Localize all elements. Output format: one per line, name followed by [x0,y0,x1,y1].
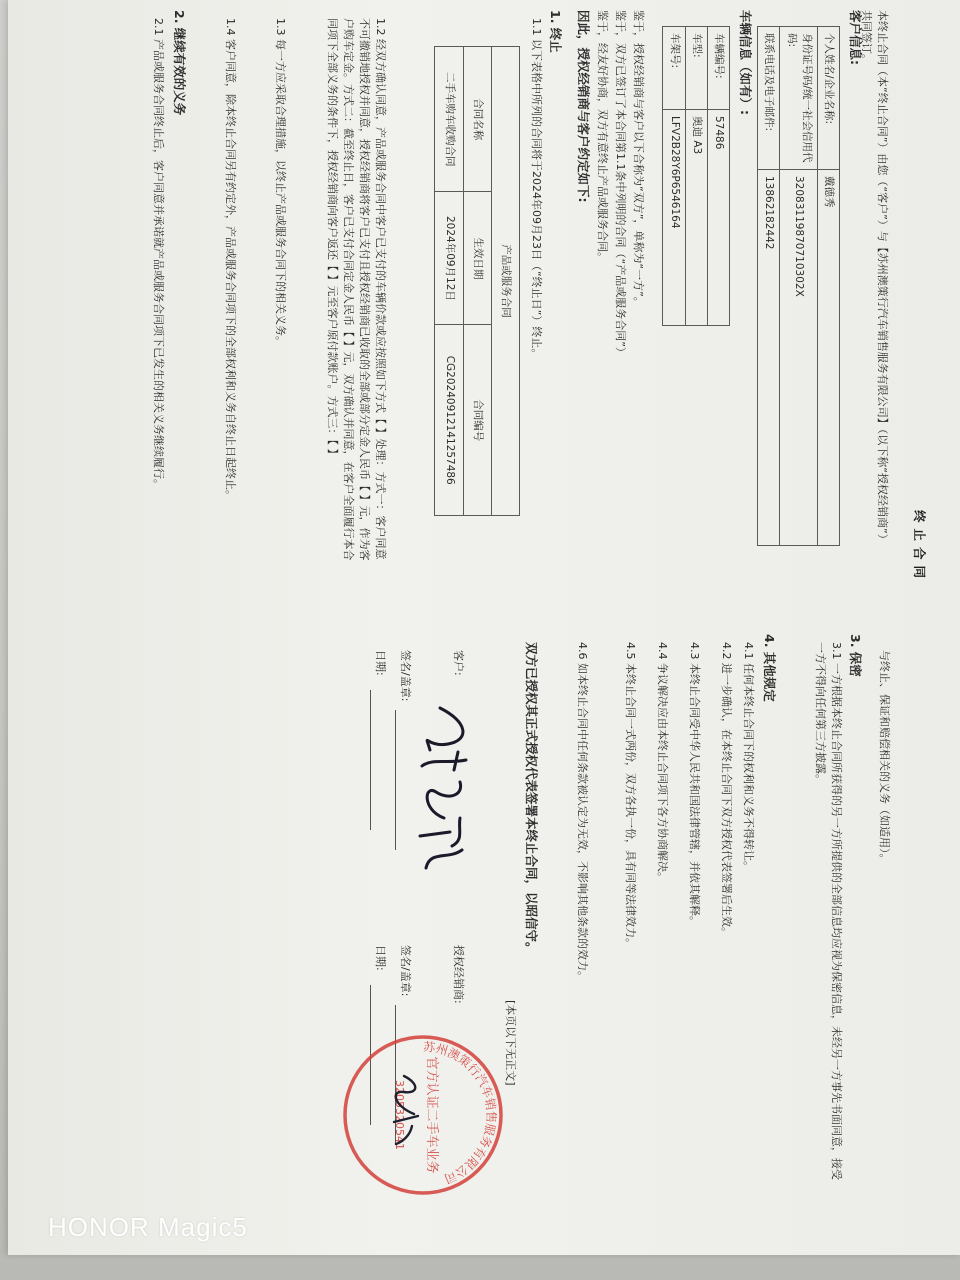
model-label: 车型: [685,27,707,110]
customer-sign-label: 客户: [452,650,465,676]
below-blank-note: [本页以下无正文] [504,1000,517,1086]
section-2-heading: 2. 继续有效的义务 [172,10,187,116]
dealer-handwritten-signature [388,1070,428,1150]
section-1-heading: 1. 终止 [548,10,563,53]
customer-handwritten-signature [408,700,488,880]
id-label: 身份证号码/统一社会信用代码: [780,27,817,170]
service-table-header: 产品或服务合同 [491,47,519,516]
customer-date-line [370,690,383,830]
dealer-date-label: 日期: [374,945,387,971]
name-label: 个人姓名/企业名称: [817,27,839,170]
name-value: 戴德秀 [817,170,839,546]
customer-date-label: 日期: [374,650,387,676]
right-opening: 与终止、保证和赔偿相关的义务（如适用）。 [878,650,891,865]
section-4-heading: 4. 其他规定 [762,634,777,702]
vin-label: 车架号: [663,27,685,110]
intro-paragraph: 本终止合同（本“终止合同”）由您（“客户”）与【苏州澳策行汽车销售服务有限公司】（以下称“授权经销商”）共同签订。 [860,10,889,545]
stamp-code-text: 3205320541 [393,1080,406,1150]
clause-4-1: 4.1 任何本终止合同下的权利和义务不得转让。 [742,642,755,872]
stamp-company-text: 苏州澳策行汽车销售服务有限公司 [422,1039,499,1187]
clause-4-2: 4.2 进一步确认，在本终止合同下双方授权代表签署后生效。 [720,642,733,938]
closing-statement: 双方已授权其正式授权代表签署本终止合同，以昭信守。 [524,642,539,955]
col-contract-name: 合同名称 [463,47,491,192]
clause-4-4: 4.4 争议解决应由本终止合同项下各方协商解决。 [656,642,669,883]
whereas-2: 鉴于，双方已签订了本合同第1.1条中列明的合同（“产品或服务合同”） [614,10,627,358]
order-value: 57486 [707,110,729,326]
phone-label: 联系电话及电子邮件: [758,27,780,170]
cell-contract-name: 二手车购车收购合同 [435,47,463,192]
clause-1-3: 1.3 每一方应采取合理措施，以终止产品或服务合同下的相关义务。 [274,18,287,347]
clause-1-1: 1.1 以下表格中所列的合同将于2024年09月23日（“终止日”）终止。 [530,18,543,360]
customer-info-heading: 客户信息: [848,10,863,65]
phone-value: 13862182442 [758,170,780,546]
cell-effective-date: 2024年09月12日 [435,192,463,325]
rotated-page [28,10,928,1210]
service-contract-table [434,46,520,516]
vehicle-info-heading: 车辆信息（如有）: [738,10,753,115]
col-contract-no: 合同编号 [463,325,491,516]
customer-seal-label: 签名/盖章: [399,650,412,702]
col-effective-date: 生效日期 [463,192,491,325]
model-value: 奥迪 A3 [685,110,707,326]
whereas-4: 因此，授权经销商与客户约定如下: [576,10,591,203]
document-sheet [8,0,960,1255]
customer-seal-line [395,710,408,850]
clause-1-4: 1.4 客户同意，除本终止合同另有约定外，产品或服务合同项下的全部权利和义务自终止日起终止。 [224,18,237,501]
clause-3-1: 3.1 一方根据本终止合同所获得的另一方所提供的全部信息均应视为保密信息，未经另一方事先书面同意，接受一方不得向任何第三方披露。 [814,642,843,1180]
clause-4-3: 4.3 本终止合同受中华人民共和国法律管辖，并依其解释。 [688,642,701,927]
document-title: 终止合同 [912,510,927,585]
stamp-center-text: 官方认证二手车业务 [424,1056,439,1174]
clause-1-2: 1.2 经双方确认同意，产品或服务合同中客户已支付的车辆价款或应按照如下方式【 】处理：方式一：客户同意不可撤销地授权并同意，授权经销商将客户已支付且授权经销商已收取的全部或部分定金人民币【 】元，作为客户购车定金。方式二：截至终止日，客户已支付合同定金人民币【 】元，双方确认并同意，在客户全面履行本合同项下全部义务的条件下，授权经销商向客户返还【 】元至客户原付款账户。方式三：【 】 [326,18,387,561]
clause-4-5: 4.5 本终止合同一式两份，双方各执一份，具有同等法律效力。 [624,642,637,949]
id-value: 32083119870710302X [780,170,817,546]
dealer-seal-label: 签名/盖章: [399,945,412,997]
whereas-3: 鉴于，经友好协商，双方有意终止产品或服务合同。 [596,10,609,263]
customer-info-table [757,26,840,546]
vehicle-info-table [662,26,730,326]
dealer-sign-label: 授权经销商: [452,945,465,1004]
clause-4-6: 4.6 如本终止合同中任何条款被认定为无效，不影响其他条款的效力。 [576,642,589,982]
vin-value: LFV2B28Y6P6546164 [663,110,685,326]
device-watermark: HONOR Magic5 [48,1212,248,1242]
cell-contract-no: CG20240912141257486 [435,325,463,516]
whereas-1: 鉴于，授权经销商与客户以下合称为“双方”，单称为“一方”。 [632,10,645,308]
section-3-heading: 3. 保密 [848,634,863,677]
order-label: 车辆编号: [707,27,729,110]
clause-2-1: 2.1 产品或服务合同终止后，客户同意并承诺就产品或服务合同项下已发生的相关义务继续履行。 [152,18,165,490]
